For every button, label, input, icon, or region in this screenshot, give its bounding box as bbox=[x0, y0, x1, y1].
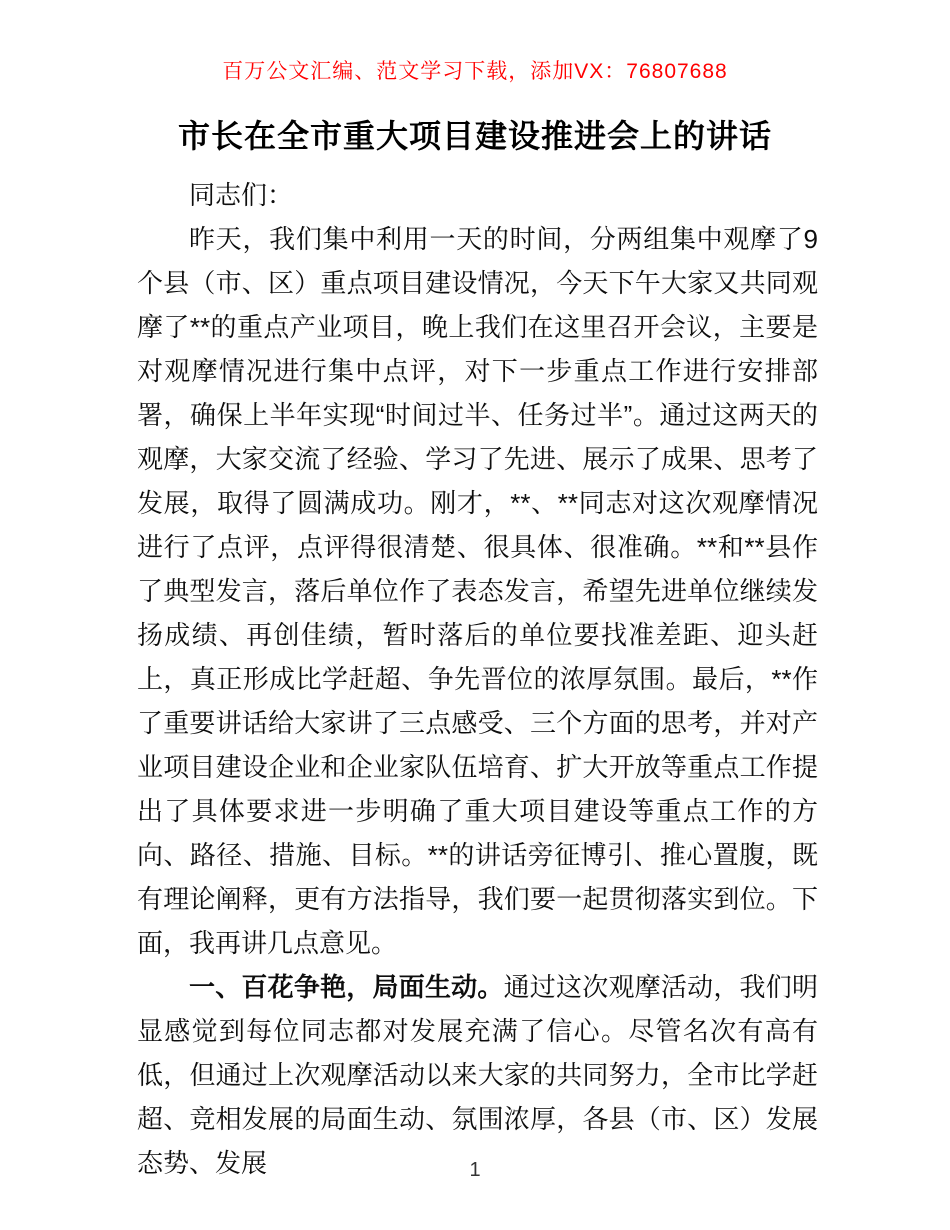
document-body bbox=[0, 173, 950, 1185]
body-paragraph: 昨天，我们集中利用一天的时间，分两组集中观摩了9个县（市、区）重点项目建设情况，今天下午大家又共同观摩了**的重点产业项目，晚上我们在这里召开会议，主要是对观摩情况进行集中点评，对下一步重点工作进行安排部署，确保上半年实现“时间过半、任务过半”。通过这两天的观摩，大家交流了经验、学习了先进、展示了成果、思考了发展，取得了圆满成功。刚才，**、**同志对这次观摩情况进行了点评，点评得很清楚、很具体、很准确。**和**县作了典型发言，落后单位作了表态发言，希望先进单位继续发扬成绩、再创佳绩，暂时落后的单位要找准差距、迎头赶上，真正形成比学赶超、争先晋位的浓厚氛围。最后，**作了重要讲话给大家讲了三点感受、三个方面的思考，并对产业项目建设企业和企业家队伍培育、扩大开放等重点工作提出了具体要求进一步明确了重大项目建设等重点工作的方向、路径、措施、目标。**的讲话旁征博引、推心置腹，既有理论阐释，更有方法指导，我们要一起贯彻落实到位。下面，我再讲几点意见。 bbox=[137, 224, 818, 958]
document-title: 市长在全市重大项目建设推进会上的讲话 bbox=[177, 118, 772, 154]
section-text: 通过这次观摩活动，我们明显感觉到每位同志都对发展充满了信心。尽管名次有高有低，但通过上次观摩活动以来大家的共同努力，全市比学赶超、竞相发展的局面生动、氛围浓厚，各县（市、区）发展态势、发展 bbox=[137, 972, 818, 1178]
page-number: 1 bbox=[469, 1159, 481, 1181]
promo-notice: 百万公文汇编、范文学习下载，添加VX：76807688 bbox=[222, 60, 728, 83]
section-heading: 一、百花争艳，局面生动。 bbox=[189, 972, 504, 1002]
section-paragraph bbox=[137, 965, 818, 1185]
salutation: 同志们： bbox=[189, 180, 294, 210]
